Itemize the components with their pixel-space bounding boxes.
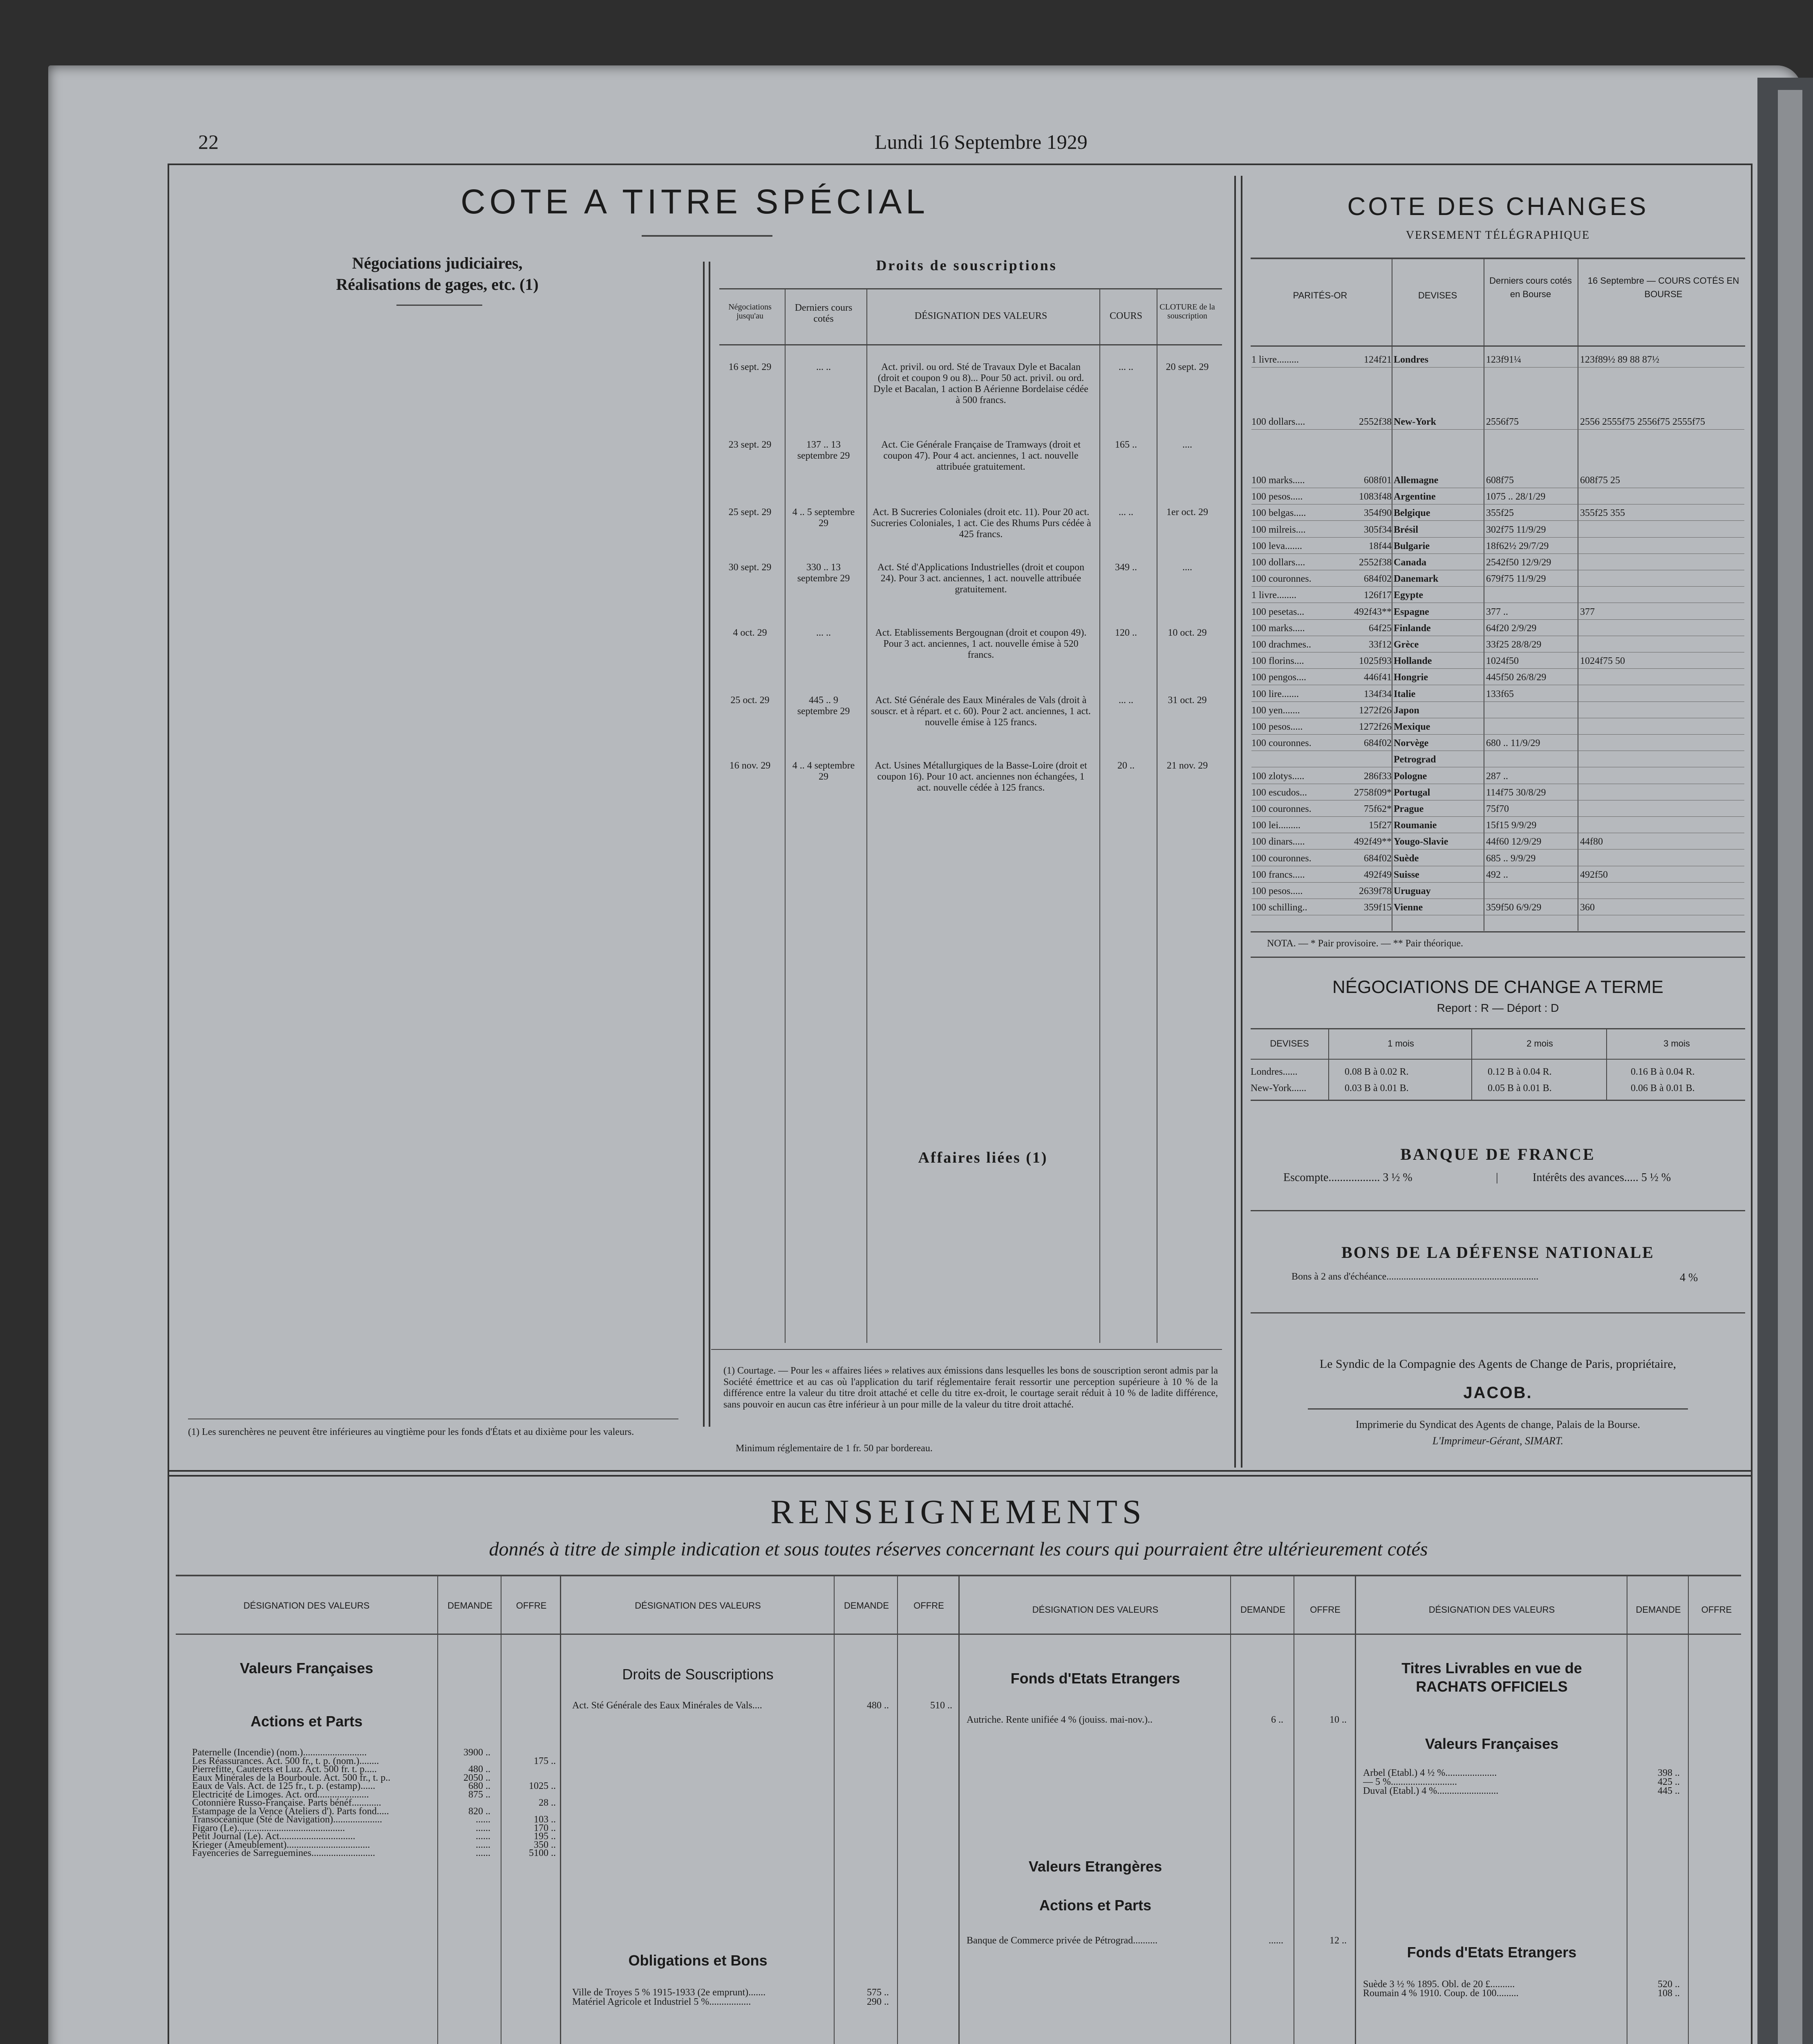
changes-parite-value: 1025f93: [1359, 656, 1392, 667]
rens-designation: Ville de Troyes 5 % 1915-1933 (2e emprunt).......: [572, 1988, 766, 1998]
changes-parite-value: 1272f26: [1359, 722, 1392, 732]
terme-title: NÉGOCIATIONS DE CHANGE A TERME: [1332, 977, 1664, 997]
left-heading-1: Négociations judiciaires,: [352, 254, 523, 272]
droits-col-rule-2: [866, 288, 867, 1343]
rens-offre: 175 ..: [534, 1756, 556, 1766]
changes-head-parites: PARITÉS-OR: [1293, 290, 1347, 300]
changes-parite-value: 2552f38: [1359, 558, 1392, 568]
affaires-liees: Affaires liées (1): [918, 1149, 1048, 1166]
changes-parite-unit: 100 leva.......: [1251, 541, 1302, 551]
rens-demande: 680 ..: [468, 1781, 490, 1791]
rens-demande: 3900 ..: [463, 1748, 490, 1758]
terme-col-rule: [1606, 1028, 1607, 1100]
column-divider-2: [1241, 176, 1242, 1468]
changes-parite-unit: 100 escudos...: [1251, 787, 1307, 798]
changes-devise: Pologne: [1394, 771, 1427, 782]
changes-parite-value: 446f41: [1364, 672, 1392, 683]
rens-designation: Act. Sté Générale des Eaux Minérales de Vals....: [572, 1701, 762, 1711]
rens-offre: 170 ..: [534, 1823, 556, 1833]
rens-head-desig: DÉSIGNATION DES VALEURS: [1428, 1605, 1555, 1615]
rens-head-desig: DÉSIGNATION DES VALEURS: [635, 1600, 761, 1611]
changes-devise: Portugal: [1394, 787, 1430, 798]
terme-head-3mois: 3 mois: [1663, 1038, 1690, 1049]
changes-cours-du-jour: 44f80: [1580, 837, 1603, 847]
droits-top-rule: [719, 288, 1222, 289]
changes-devise: Belgique: [1394, 508, 1430, 519]
changes-cours-du-jour: 360: [1580, 903, 1595, 913]
bons-title: BONS DE LA DÉFENSE NATIONALE: [1341, 1243, 1654, 1262]
changes-cours-du-jour: 492f50: [1580, 870, 1608, 880]
col4-heading-a: Titres Livrables en vue de: [1401, 1660, 1582, 1676]
changes-parite-value: 124f21: [1364, 355, 1392, 365]
changes-parite-value: 684f02: [1364, 853, 1392, 864]
rens-designation: Krieger (Ameublement)..................................: [192, 1840, 370, 1850]
changes-devise: Prague: [1394, 804, 1424, 814]
syndic-line3: L'Imprimeur-Gérant, SIMART.: [1432, 1435, 1564, 1447]
rens-head-desig: DÉSIGNATION DES VALEURS: [243, 1600, 370, 1611]
nota-bottom-rule: [1251, 957, 1745, 958]
changes-parite-unit: 100 dollars....: [1251, 417, 1305, 427]
droits-col-rule-3: [1099, 288, 1100, 1343]
changes-parite-value: 492f49**: [1354, 837, 1392, 847]
rens-demande: 290 ..: [867, 1997, 889, 2007]
changes-devise: Uruguay: [1394, 886, 1431, 896]
changes-devise: Bulgarie: [1394, 541, 1430, 551]
changes-parite-value: 75f62*: [1364, 804, 1392, 814]
changes-parite-value: 134f34: [1364, 689, 1392, 699]
changes-derniers-cours: 64f20 2/9/29: [1486, 623, 1537, 634]
changes-parite-value: 684f02: [1364, 738, 1392, 749]
changes-head-derniers: Derniers cours cotés en Bourse: [1489, 276, 1572, 299]
rens-head-offre: OFFRE: [1701, 1605, 1732, 1615]
terme-cell: 0.16 B à 0.04 R.: [1631, 1067, 1695, 1077]
changes-parite-unit: 100 couronnes.: [1251, 853, 1312, 864]
changes-devise: Suisse: [1394, 870, 1419, 880]
col3-section-1: Fonds d'Etats Etrangers: [1010, 1670, 1180, 1687]
rens-designation: Pierrefitte, Cauterets et Luz. Act. 500 fr. t. p.....: [192, 1764, 377, 1775]
syndic-rule: [1308, 1408, 1688, 1410]
renseignements-title: RENSEIGNEMENTS: [770, 1493, 1146, 1531]
banque-title: BANQUE DE FRANCE: [1400, 1145, 1596, 1163]
rens-demande: ......: [476, 1848, 490, 1858]
changes-parite-value: 1083f48: [1359, 492, 1392, 502]
rens-rule: [1230, 1576, 1231, 2044]
changes-parite-unit: 100 milreis....: [1251, 524, 1306, 535]
changes-parite-unit: 100 drachmes..: [1251, 640, 1311, 650]
terme-cell: 0.05 B à 0.01 B.: [1488, 1083, 1552, 1094]
changes-derniers-cours: 75f70: [1486, 804, 1509, 814]
changes-row-rule: [1251, 668, 1744, 669]
renseignements-subtitle: donnés à titre de simple indication et sous toutes réserves concernant les cours qui pourraient être ultérieurement cotés: [489, 1538, 1428, 1560]
changes-parite-unit: 100 pesetas...: [1251, 607, 1305, 617]
changes-devise: Japon: [1394, 705, 1419, 716]
banque-escompte: Escompte.................. 3 ½ %: [1283, 1171, 1412, 1184]
rens-demande: 875 ..: [468, 1789, 490, 1800]
changes-parite-unit: 100 yen.......: [1251, 705, 1300, 716]
changes-derniers-cours: 15f15 9/9/29: [1486, 820, 1537, 831]
changes-derniers-cours: 492 ..: [1486, 870, 1508, 880]
changes-devise: New-York: [1394, 417, 1436, 427]
changes-row-rule: [1251, 429, 1744, 430]
terme-head-1mois: 1 mois: [1388, 1038, 1414, 1049]
changes-devise: Danemark: [1394, 574, 1439, 585]
changes-parite-unit: 100 marks.....: [1251, 475, 1305, 486]
rens-demande: ......: [476, 1840, 490, 1850]
rens-rule: [1355, 1576, 1356, 2044]
rens-designation: Paternelle (Incendie) (nom.)..........................: [192, 1748, 367, 1758]
title-underline: [642, 235, 772, 237]
changes-cours-du-jour: 123f89½ 89 88 87½: [1580, 355, 1659, 365]
rens-demande: 520 ..: [1658, 1979, 1680, 1990]
rens-designation: — 5 %...........................: [1363, 1777, 1457, 1787]
courtage-min: Minimum réglementaire de 1 fr. 50 par bordereau.: [736, 1443, 933, 1454]
terme-head-2mois: 2 mois: [1527, 1038, 1553, 1049]
bons-rule: [1251, 1312, 1745, 1313]
changes-parite-value: 126f17: [1364, 590, 1392, 601]
rens-demande: ......: [476, 1831, 490, 1842]
rens-demande: 575 ..: [867, 1988, 889, 1998]
changes-devise: Norvège: [1394, 738, 1429, 749]
rens-head-demande: DEMANDE: [1636, 1605, 1681, 1615]
rens-designation: Autriche. Rente unifiée 4 % (jouiss. mai-nov.)..: [967, 1715, 1153, 1725]
nota: NOTA. — * Pair provisoire. — ** Pair théorique.: [1267, 938, 1463, 949]
changes-derniers-cours: 355f25: [1486, 508, 1514, 519]
terme-cell: 0.08 B à 0.02 R.: [1345, 1067, 1409, 1077]
changes-row-rule: [1251, 619, 1744, 620]
droits-left-rule-2: [709, 262, 710, 1427]
rens-designation: Eaux de Vals. Act. de 125 fr., t. p. (estamp)......: [192, 1781, 376, 1791]
changes-parite-value: 18f44: [1369, 541, 1392, 551]
rens-designation: Roumain 4 % 1910. Coup. de 100.........: [1363, 1988, 1519, 1999]
col1-section-1: Valeurs Françaises: [239, 1660, 374, 1676]
rens-demande: 108 ..: [1658, 1988, 1680, 1999]
changes-parite-unit: 1 livre........: [1251, 590, 1296, 601]
terme-head-devises: DEVISES: [1270, 1038, 1309, 1049]
changes-parite-unit: 100 florins....: [1251, 656, 1304, 667]
changes-cours-du-jour: 1024f75 50: [1580, 656, 1625, 667]
cote-titre-title: COTE A TITRE SPÉCIAL: [460, 182, 929, 221]
changes-cours-du-jour: 608f75 25: [1580, 475, 1620, 486]
changes-derniers-cours: 18f62½ 29/7/29: [1486, 541, 1549, 551]
terme-cell: 0.03 B à 0.01 B.: [1345, 1083, 1409, 1094]
rens-offre: 195 ..: [534, 1831, 556, 1842]
changes-devise: Roumanie: [1394, 820, 1437, 831]
changes-parite-unit: 100 couronnes.: [1251, 804, 1312, 814]
rens-head-desig: DÉSIGNATION DES VALEURS: [1032, 1605, 1159, 1615]
changes-derniers-cours: 2542f50 12/9/29: [1486, 558, 1551, 568]
rens-designation: Eaux Minérales de la Bourboule. Act. 500 fr., t. p..: [192, 1773, 391, 1783]
rens-demande: 6 ..: [1271, 1715, 1283, 1725]
changes-parite-value: 2758f09*: [1354, 787, 1392, 798]
droits-header-rule: [719, 344, 1222, 345]
rens-rule: [1688, 1576, 1689, 2044]
rens-demande: 2050 ..: [463, 1773, 490, 1783]
changes-parite-value: 286f33: [1364, 771, 1392, 782]
changes-devise: Yougo-Slavie: [1394, 837, 1448, 847]
changes-parite-unit: 100 marks.....: [1251, 623, 1305, 634]
rens-rule: [437, 1576, 438, 2044]
terme-col-rule: [1328, 1028, 1329, 1100]
banque-divider: |: [1496, 1171, 1498, 1184]
changes-devise: Egypte: [1394, 590, 1423, 601]
banque-rule: [1251, 1210, 1745, 1211]
changes-parite-unit: 100 schilling..: [1251, 903, 1307, 913]
col4-section-2: Fonds d'Etats Etrangers: [1407, 1944, 1577, 1961]
rens-designation: Arbel (Etabl.) 4 ½ %.....................: [1363, 1768, 1497, 1778]
rens-offre: 28 ..: [539, 1798, 556, 1808]
col3-section-3: Actions et Parts: [1039, 1897, 1152, 1914]
changes-top-rule: [1251, 258, 1745, 259]
col1-section-2: Actions et Parts: [250, 1713, 363, 1730]
changes-derniers-cours: 377 ..: [1486, 607, 1508, 617]
changes-devise: Petrograd: [1394, 755, 1436, 765]
terme-header-rule: [1251, 1059, 1745, 1060]
changes-parite-value: 2639f78: [1359, 886, 1392, 896]
changes-parite-unit: 100 couronnes.: [1251, 738, 1312, 749]
changes-parite-unit: 100 belgas.....: [1251, 508, 1306, 519]
rens-rule: [897, 1576, 898, 2044]
changes-row-rule: [1251, 367, 1744, 368]
changes-derniers-cours: 302f75 11/9/29: [1486, 524, 1546, 535]
rens-offre: 510 ..: [930, 1701, 952, 1711]
rens-offre: 103 ..: [534, 1815, 556, 1825]
terme-subtitle: Report : R — Déport : D: [1437, 1002, 1559, 1014]
rens-offre: 5100 ..: [529, 1848, 556, 1858]
section-divider-2: [168, 1475, 1751, 1477]
droits-left-rule: [703, 262, 705, 1427]
changes-derniers-cours: 44f60 12/9/29: [1486, 837, 1542, 847]
changes-devise: Argentine: [1394, 492, 1436, 502]
syndic-line1: Le Syndic de la Compagnie des Agents de Change de Paris, propriétaire,: [1319, 1357, 1676, 1371]
changes-parite-value: 33f12: [1369, 640, 1392, 650]
changes-cours-du-jour: 2556 2555f75 2556f75 2555f75: [1580, 417, 1705, 427]
rens-offre: 1025 ..: [529, 1781, 556, 1791]
changes-devise: Brésil: [1394, 524, 1418, 535]
rens-designation: Les Réassurances. Act. 500 fr., t. p. (nom.)........: [192, 1756, 379, 1766]
changes-row-rule: [1251, 537, 1744, 538]
changes-devise: Hongrie: [1394, 672, 1428, 683]
syndic-name: JACOB.: [1463, 1384, 1533, 1402]
page-number: 22: [198, 130, 219, 153]
changes-derniers-cours: 680 .. 11/9/29: [1486, 738, 1540, 749]
changes-parite-value: 64f25: [1369, 623, 1392, 634]
page-date: Lundi 16 Septembre 1929: [875, 130, 1088, 153]
nota-rule: [1251, 931, 1745, 932]
rens-head-offre: OFFRE: [1310, 1605, 1341, 1615]
changes-cours-du-jour: 355f25 355: [1580, 508, 1625, 519]
changes-parite-value: 359f15: [1364, 903, 1392, 913]
rens-designation: Estampage de la Vence (Ateliers d'). Parts fond.....: [192, 1806, 389, 1817]
terme-col-rule: [1471, 1028, 1472, 1100]
rens-rule: [834, 1576, 835, 2044]
changes-title: COTE DES CHANGES: [1347, 193, 1649, 221]
changes-parite-value: 305f34: [1364, 524, 1392, 535]
column-divider: [1234, 176, 1236, 1468]
changes-devise: Londres: [1394, 355, 1428, 365]
rens-demande: 820 ..: [468, 1806, 490, 1817]
rens-head-demande: DEMANDE: [1240, 1605, 1285, 1615]
rens-demande: 425 ..: [1658, 1777, 1680, 1787]
col4-section-1: Valeurs Françaises: [1425, 1735, 1559, 1752]
changes-parite-value: 354f90: [1364, 508, 1392, 519]
rens-demande: ......: [1269, 1936, 1283, 1946]
changes-parite-value: 1272f26: [1359, 705, 1392, 716]
terme-cell: 0.06 B à 0.01 B.: [1631, 1083, 1695, 1094]
changes-devise: Canada: [1394, 558, 1427, 568]
rens-designation: Suède 3 ½ % 1895. Obl. de 20 £..........: [1363, 1979, 1515, 1990]
changes-derniers-cours: 1075 .. 28/1/29: [1486, 492, 1546, 502]
changes-devise: Finlande: [1394, 623, 1431, 634]
rens-designation: Duval (Etabl.) 4 %.........................: [1363, 1786, 1499, 1796]
rens-demande: 398 ..: [1658, 1768, 1680, 1778]
changes-parite-value: 492f43**: [1354, 607, 1392, 617]
rens-offre: 350 ..: [534, 1840, 556, 1850]
changes-devise: Italie: [1394, 689, 1416, 699]
heading-rule: [396, 305, 482, 306]
changes-subtitle: VERSEMENT TÉLÉGRAPHIQUE: [1406, 229, 1590, 242]
changes-row-rule: [1251, 882, 1744, 883]
changes-derniers-cours: 123f91¼: [1486, 355, 1521, 365]
changes-devise: Grèce: [1394, 640, 1419, 650]
rens-demande: 480 ..: [867, 1701, 889, 1711]
changes-parite-unit: 100 francs.....: [1251, 870, 1305, 880]
changes-parite-unit: 100 dollars....: [1251, 558, 1305, 568]
syndic-line2: Imprimerie du Syndicat des Agents de change, Palais de la Bourse.: [1355, 1419, 1641, 1430]
changes-header-rule: [1251, 345, 1745, 347]
rens-rule: [560, 1576, 561, 2044]
terme-top-rule: [1251, 1028, 1745, 1029]
changes-derniers-cours: 33f25 28/8/29: [1486, 640, 1542, 650]
rens-designation: Electricité de Limoges. Act. ord.....................: [192, 1789, 369, 1800]
changes-head-cours: 16 Septembre — COURS COTÉS EN BOURSE: [1587, 276, 1739, 299]
bons-rate: 4 %: [1680, 1271, 1698, 1284]
changes-derniers-cours: 1024f50: [1486, 656, 1519, 667]
changes-derniers-cours: 679f75 11/9/29: [1486, 574, 1546, 585]
rens-head-offre: OFFRE: [516, 1600, 547, 1611]
changes-row-rule: [1251, 734, 1744, 735]
terme-cell: 0.12 B à 0.04 R.: [1488, 1067, 1552, 1077]
changes-parite-unit: 100 pesos.....: [1251, 886, 1303, 896]
left-heading-2: Réalisations de gages, etc. (1): [336, 275, 539, 294]
changes-cours-du-jour: 377: [1580, 607, 1595, 617]
changes-parite-unit: 1 livre.........: [1251, 355, 1299, 365]
droits-title: Droits de souscriptions: [876, 257, 1057, 273]
changes-parite-unit: 100 zlotys.....: [1251, 771, 1305, 782]
rens-demande: ......: [476, 1823, 490, 1833]
changes-parite-value: 684f02: [1364, 574, 1392, 585]
changes-devise: Espagne: [1394, 607, 1429, 617]
rens-offre: 10 ..: [1330, 1715, 1347, 1725]
rens-rule: [958, 1576, 960, 2044]
changes-row-rule: [1251, 520, 1744, 521]
changes-devise: Mexique: [1394, 722, 1430, 732]
changes-devise: Suède: [1394, 853, 1419, 864]
changes-derniers-cours: 133f65: [1486, 689, 1514, 699]
rens-head-offre: OFFRE: [913, 1600, 944, 1611]
changes-parite-unit: 100 lire.......: [1251, 689, 1299, 699]
rens-demande: 445 ..: [1658, 1786, 1680, 1796]
changes-derniers-cours: 114f75 30/8/29: [1486, 787, 1546, 798]
changes-parite-unit: 100 pesos.....: [1251, 722, 1303, 732]
section-divider: [168, 1470, 1751, 1472]
changes-parite-unit: 100 pengos....: [1251, 672, 1306, 683]
changes-parite-value: 492f49: [1364, 870, 1392, 880]
terme-londres: Londres......: [1251, 1067, 1298, 1077]
rens-designation: Cotonnière Russo-Française. Parts bénéf............: [192, 1798, 381, 1808]
rens-designation: Figaro (Le)............................................: [192, 1823, 345, 1833]
changes-parite-unit: 100 lei.........: [1251, 820, 1300, 831]
next-page-edge-inner: [1778, 90, 1802, 2044]
changes-parite-value: 15f27: [1369, 820, 1392, 831]
changes-derniers-cours: 2556f75: [1486, 417, 1519, 427]
rens-designation: Fayenceries de Sarreguemines..........................: [192, 1848, 375, 1858]
changes-derniers-cours: 608f75: [1486, 475, 1514, 486]
courtage-note: (1) Courtage. — Pour les « affaires liées » relatives aux émissions dans lesquelles les bons de souscription seront admis par la Société émettrice et au cas où l'application du tarif réglementaire ferait ressortir une perception supérieure à 10 % de la différence entre la valeur du titre droit attaché et celle du titre ex-droit, le courtage serait réduit à 10 % de ladite différence, sans pouvoir en aucun cas être inférieur à un pour mille de la valeur du titre droit attaché.: [723, 1365, 1218, 1410]
changes-head-devises: DEVISES: [1418, 290, 1457, 300]
col2-section-2: Obligations et Bons: [628, 1952, 768, 1969]
rens-demande: 480 ..: [468, 1764, 490, 1775]
changes-derniers-cours: 287 ..: [1486, 771, 1508, 782]
rens-designation: Petit Journal (Le). Act...............................: [192, 1831, 356, 1842]
changes-devise: Allemagne: [1394, 475, 1439, 486]
rens-head-demande: DEMANDE: [844, 1600, 889, 1611]
left-footnote: (1) Les surenchères ne peuvent être inférieures au vingtième pour les fonds d'États et au dixième pour les valeurs.: [188, 1427, 634, 1437]
rens-offre: 12 ..: [1330, 1936, 1347, 1946]
terme-bottom-rule: [1251, 1100, 1745, 1101]
changes-row-rule: [1251, 586, 1744, 587]
terme-newyork: New-York......: [1251, 1083, 1307, 1094]
changes-devise: Hollande: [1394, 656, 1432, 667]
rens-demande: ......: [476, 1815, 490, 1825]
col2-section-1: Droits de Souscriptions: [622, 1666, 774, 1683]
rens-designation: Matériel Agricole et Industriel 5 %.................: [572, 1997, 751, 2007]
rens-designation: Transocéanique (Sté de Navigation)....................: [192, 1815, 383, 1825]
changes-parite-value: 608f01: [1364, 475, 1392, 486]
rens-head-demande: DEMANDE: [447, 1600, 492, 1611]
rens-designation: Banque de Commerce privée de Pétrograd..........: [967, 1936, 1158, 1946]
bons-line: Bons à 2 ans d'échéance..............................................................: [1291, 1271, 1539, 1282]
col3-section-2: Valeurs Etrangères: [1028, 1858, 1162, 1875]
col4-heading-b: RACHATS OFFICIELS: [1416, 1678, 1568, 1695]
droits-col-rule-1: [785, 288, 786, 1343]
changes-parite-unit: 100 dinars.....: [1251, 837, 1305, 847]
changes-devise: Vienne: [1394, 903, 1423, 913]
changes-parite-unit: 100 couronnes.: [1251, 574, 1312, 585]
changes-derniers-cours: 685 .. 9/9/29: [1486, 853, 1536, 864]
changes-parite-unit: 100 pesos.....: [1251, 492, 1303, 502]
changes-row-rule: [1251, 816, 1744, 817]
changes-derniers-cours: 359f50 6/9/29: [1486, 903, 1542, 913]
changes-parite-value: 2552f38: [1359, 417, 1392, 427]
banque-interets: Intérêts des avances..... 5 ½ %: [1533, 1171, 1671, 1184]
changes-derniers-cours: 445f50 26/8/29: [1486, 672, 1547, 683]
courtage-rule: [711, 1349, 1222, 1350]
